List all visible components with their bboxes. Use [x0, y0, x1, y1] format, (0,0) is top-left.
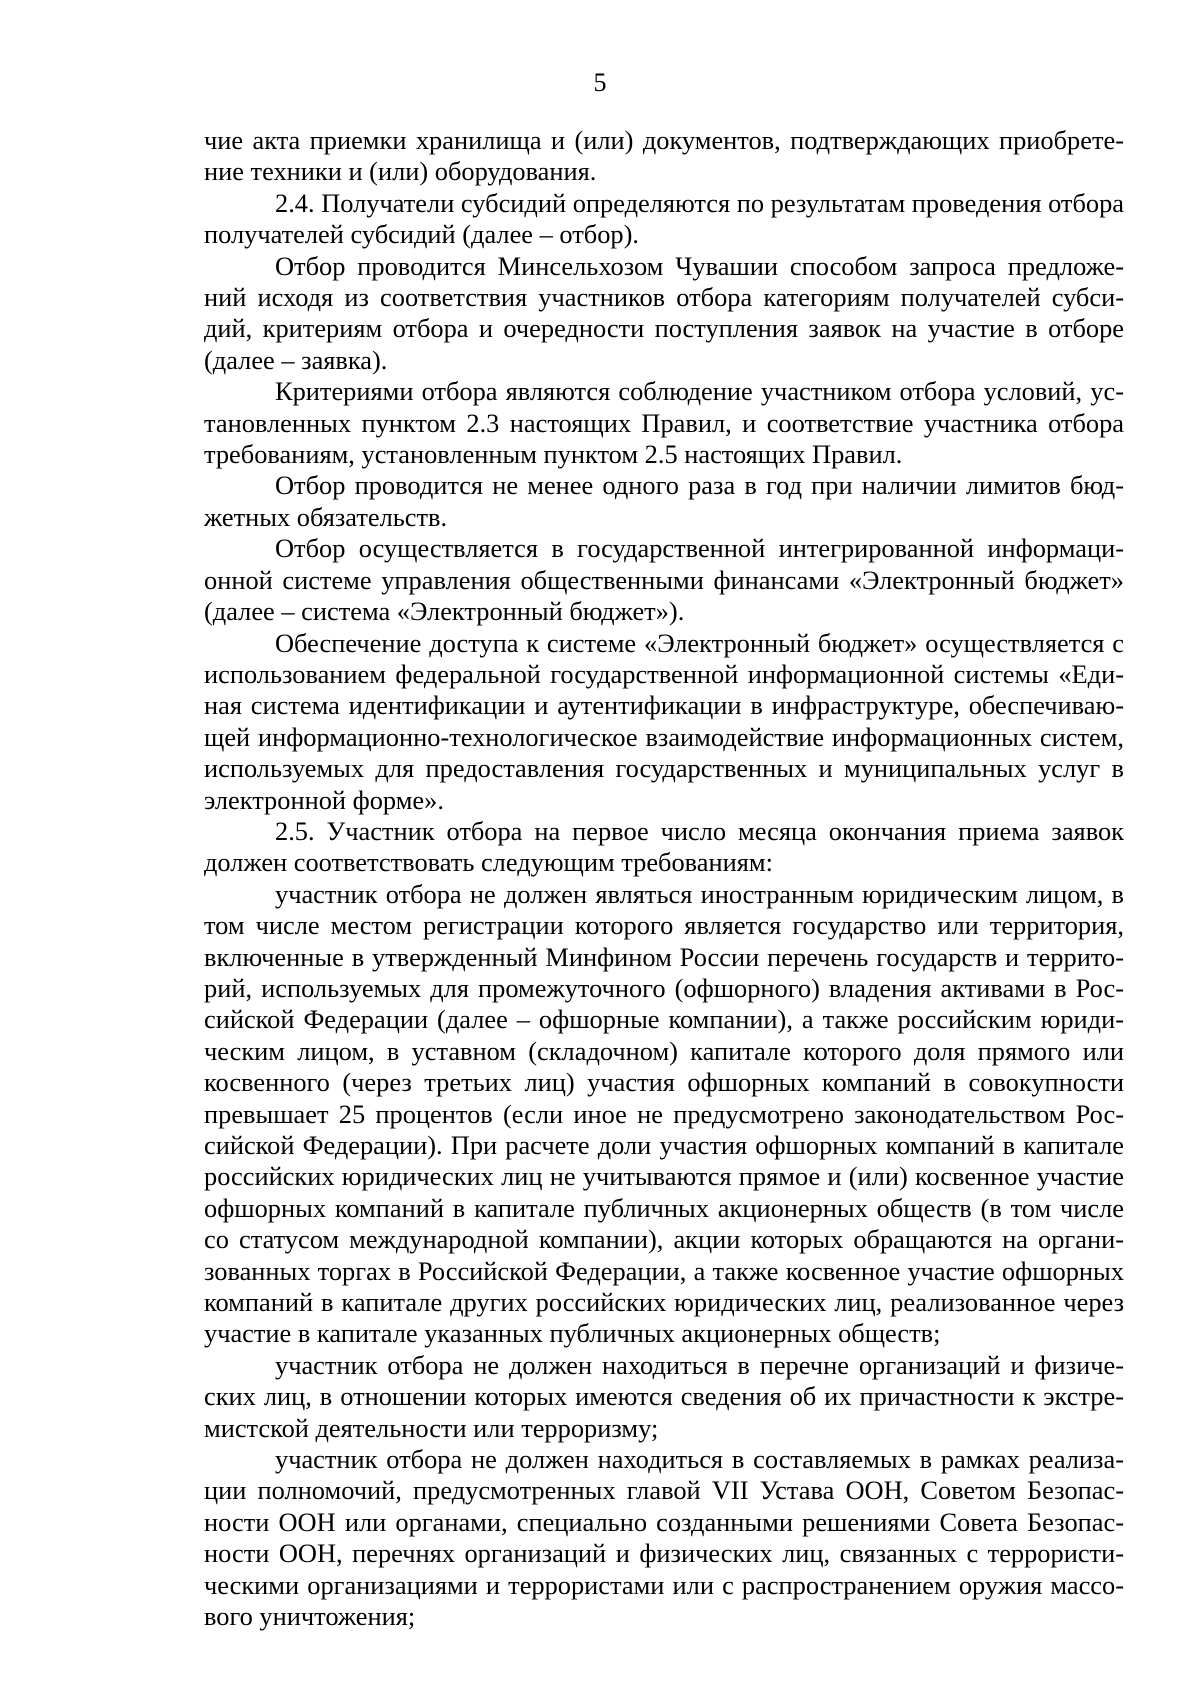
paragraph-extremism-requirement: участник отбора не должен находиться в перечне организаций и физических лиц, в отношении которых имеются сведения об их причастности к экстремистской деятельности или терроризму;	[204, 1349, 1124, 1443]
document-body	[204, 125, 1124, 1633]
paragraph-continuation: чие акта приемки хранилища и (или) документов, подтверждающих приобретение техники и (или) оборудования.	[204, 125, 1124, 187]
paragraph-electronic-budget: Отбор осуществляется в государственной интегрированной информационной системе управления общественными финансами «Электронный бюджет» (далее – система «Электронный бюджет»).	[204, 533, 1124, 627]
paragraph-2-4: 2.4. Получатели субсидий определяются по результатам проведения отбора получателей субсидий (далее – отбор).	[204, 187, 1124, 250]
paragraph-selection-method: Отбор проводится Минсельхозом Чувашии способом запроса предложений исходя из соответствия участников отбора категориям получателей субсидий, критериям отбора и очередности поступления заявок на участие в отборе (далее – заявка).	[204, 250, 1124, 375]
paragraph-selection-criteria: Критериями отбора являются соблюдение участником отбора условий, установленных пунктом 2.3 настоящих Правил, и соответствие участника отбора требованиям, установленным пунктом 2.5 настоящих Правил.	[204, 376, 1124, 470]
paragraph-2-5: 2.5. Участник отбора на первое число месяца окончания приема заявок должен соответствовать следующим требованиям:	[204, 815, 1124, 878]
paragraph-offshore-requirement: участник отбора не должен являться иностранным юридическим лицом, в том числе местом регистрации которого является государство или территория, включенные в утвержденный Минфином России перечень государств и территорий, используемых для промежуточного (офшорного) владения активами в Российской Федерации (далее – офшорные компании), а также российским юридическим лицом, в уставном (складочном) капитале которого доля прямого или косвенного (через третьих лиц) участия офшорных компаний в совокупности превышает 25 процентов (если иное не предусмотрено законодательством Российской Федерации). При расчете доли участия офшорных компаний в капитале российских юридических лиц не учитываются прямое и (или) косвенное участие офшорных компаний в капитале публичных акционерных обществ (в том числе со статусом международной компании), акции которых обращаются на организованных торгах в Российской Федерации, а также косвенное участие офшорных компаний в капитале других российских юридических лиц, реализованное через участие в капитале указанных публичных акционерных обществ;	[204, 878, 1124, 1349]
paragraph-access-system: Обеспечение доступа к системе «Электронный бюджет» осуществляется с использованием федеральной государственной информационной системы «Единая система идентификации и аутентификации в инфраструктуре, обеспечивающей информационно-технологическое взаимодействие информационных систем, используемых для предоставления государственных и муниципальных услуг в электронной форме».	[204, 627, 1124, 815]
paragraph-un-lists-requirement: участник отбора не должен находиться в составляемых в рамках реализации полномочий, предусмотренных главой VII Устава ООН, Советом Безопасности ООН или органами, специально созданными решениями Совета Безопасности ООН, перечнях организаций и физических лиц, связанных с террористическими организациями и террористами или с распространением оружия массового уничтожения;	[204, 1444, 1124, 1632]
page-number: 5	[593, 68, 607, 97]
paragraph-selection-frequency: Отбор проводится не менее одного раза в год при наличии лимитов бюджетных обязательств.	[204, 470, 1124, 532]
